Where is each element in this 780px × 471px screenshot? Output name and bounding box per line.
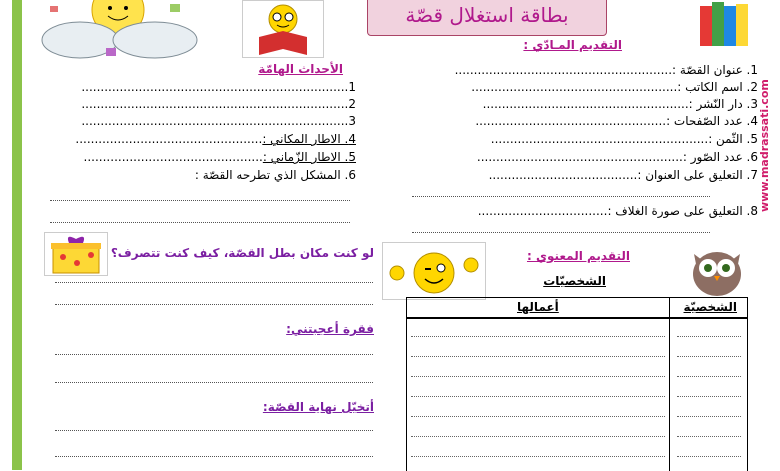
question-hero: لو كنت مكان بطل القصّة، كيف كنت تتصرف؟ <box>110 246 374 260</box>
table-header-rule <box>407 317 747 319</box>
ending-answer-line-1 <box>55 430 373 431</box>
material-heading: التقديم المـادّي : <box>523 38 622 52</box>
table-row <box>411 376 665 377</box>
events-item-1: 1...................................................................... <box>81 80 356 94</box>
table-row <box>677 436 741 437</box>
material-item-1: 1. عنوان القصّة :......................................................... <box>454 63 758 77</box>
material-item-5: 5. الثّمن :......................................................... <box>490 132 758 146</box>
hero-answer-line-2 <box>55 304 373 305</box>
question-favorite: فقرة أعجبتني: <box>286 322 374 336</box>
winking-smiley-illustration <box>382 242 486 300</box>
material-item-6: 6. عدد الصّور :...................................................... <box>476 150 758 164</box>
table-row <box>411 356 665 357</box>
material-item-2: 2. اسم الكاتب :...................................................... <box>471 80 758 94</box>
events-item-3: 3...................................................................... <box>81 114 356 128</box>
site-url: www.madrassati.com <box>758 79 771 212</box>
page-border-left <box>12 0 22 470</box>
gift-icon <box>44 232 108 276</box>
events-item-6: 6. المشكل الذي تطرحه القصّة : <box>194 168 356 182</box>
table-row <box>677 376 741 377</box>
moral-heading: التقديم المعنوي : <box>526 249 630 263</box>
table-row <box>677 336 741 337</box>
events-extra-line-1 <box>50 200 350 201</box>
sun-clouds-illustration <box>40 0 200 60</box>
reading-smiley-illustration <box>242 0 324 58</box>
material-item-8-extra-line <box>412 232 710 233</box>
events-item-4: 4. الاطار المكاني :................................................. <box>75 132 356 146</box>
table-col-divider <box>669 298 670 471</box>
characters-heading: الشخصيّات <box>543 274 606 288</box>
characters-table <box>406 297 748 471</box>
material-item-4: 4. عدد الصّفحات :.................................................. <box>475 114 758 128</box>
table-row <box>411 396 665 397</box>
table-header-actions: أعمالها <box>517 300 559 314</box>
owl-icon <box>688 244 746 296</box>
material-item-8: 8. التعليق على صورة الغلاف :.................................. <box>477 204 758 218</box>
table-header-character: الشخصيّة <box>683 300 737 314</box>
favorite-answer-line-1 <box>55 354 373 355</box>
material-item-3: 3. دار النّشر :...................................................... <box>482 97 758 111</box>
table-row <box>411 336 665 337</box>
title-banner <box>367 0 607 36</box>
events-item-5: 5. الاطار الزّماني :............................................... <box>83 150 356 164</box>
table-row <box>677 416 741 417</box>
material-item-7: 7. التعليق على العنوان :....................................... <box>488 168 758 182</box>
ending-answer-line-2 <box>55 456 373 457</box>
question-ending: أتخيّل نهاية القصّة: <box>262 400 374 414</box>
table-row <box>411 436 665 437</box>
table-row <box>677 396 741 397</box>
favorite-answer-line-2 <box>55 382 373 383</box>
events-item-2: 2...................................................................... <box>81 97 356 111</box>
table-row <box>411 456 665 457</box>
hero-answer-line-1 <box>55 282 373 283</box>
page-title: بطاقة استغلال قصّة <box>405 3 569 27</box>
table-row <box>677 456 741 457</box>
table-row <box>677 356 741 357</box>
material-item-7-extra-line <box>412 196 710 197</box>
books-icon <box>698 0 752 48</box>
events-extra-line-2 <box>50 222 350 223</box>
events-heading: الأحداث الهامّة <box>258 62 343 76</box>
table-row <box>411 416 665 417</box>
